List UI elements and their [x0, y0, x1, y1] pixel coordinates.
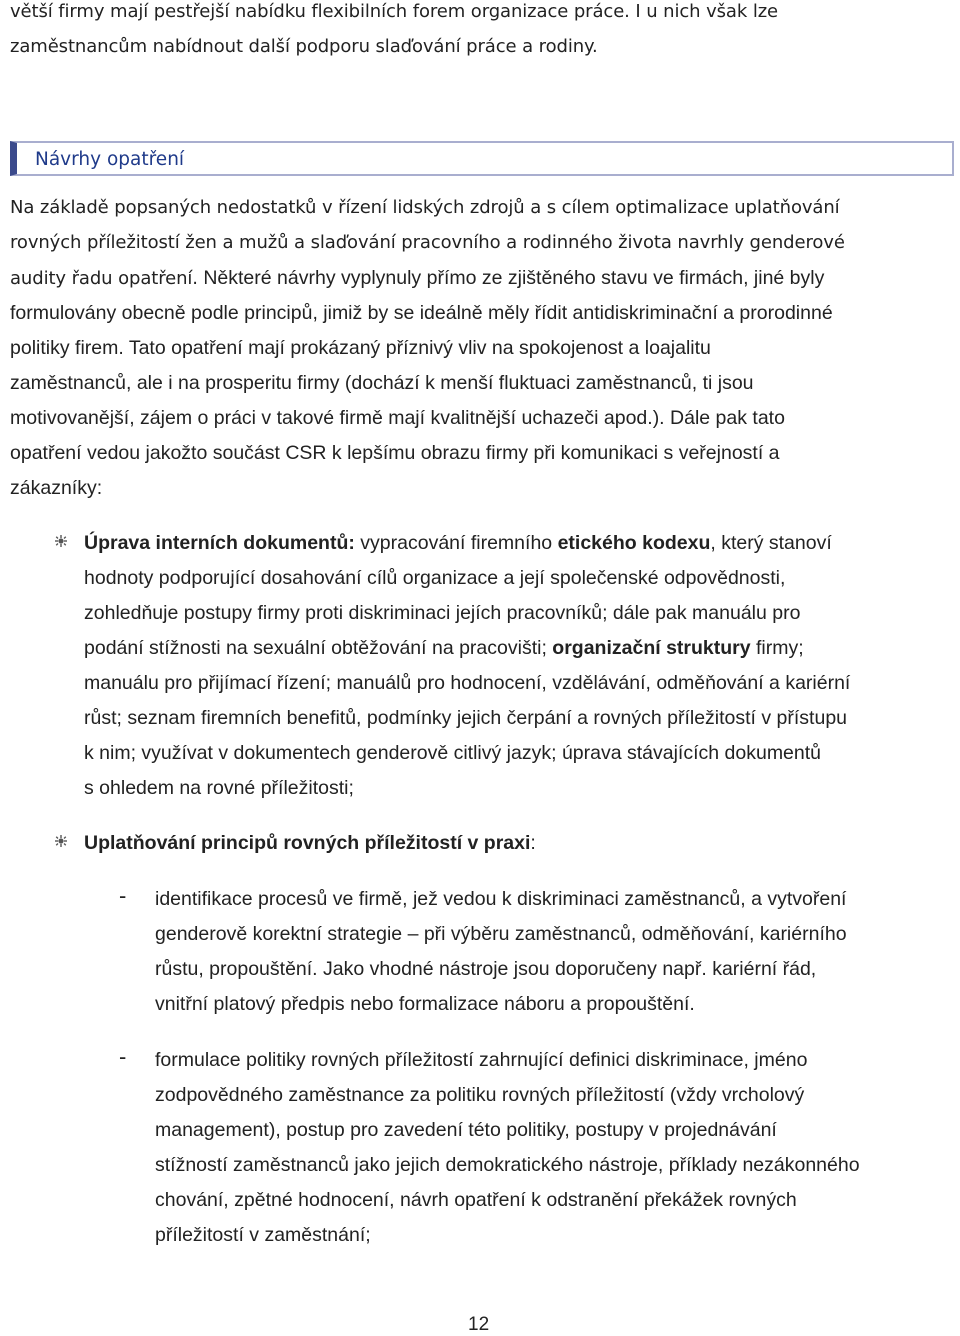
bullet1-title: Úprava interních dokumentů: — [84, 532, 355, 554]
dash2-line-5: chování, zpětné hodnocení, návrh opatření k odstranění překážek rovných — [155, 1189, 797, 1211]
sun-bullet-icon — [55, 835, 67, 847]
sun-bullet-icon — [55, 535, 67, 547]
dash-marker: - — [119, 883, 127, 908]
bullet1-line-1-b: , který stanoví — [710, 532, 832, 554]
para1-line-8: opatření vedou jakožto součást CSR k lepšímu obrazu firmy při komunikaci s veřejností a — [10, 442, 780, 464]
para1-line-7: motivovanější, zájem o práci v takové firmě mají kvalitnější uchazeči apod.). Dále pak tato — [10, 407, 785, 429]
para1-line-3-rest: Některé návrhy vyplynuly přímo ze zjištěného stavu ve firmách, jiné byly — [197, 267, 825, 289]
dash2-line-4: stížností zaměstnanců jako jejich demokratického nástroje, příklady nezákonného — [155, 1154, 860, 1176]
bullet1-line-4-b: firmy; — [750, 637, 804, 659]
bullet1-line-7: k nim; využívat v dokumentech genderově citlivý jazyk; úprava stávajících dokumentů — [84, 742, 822, 764]
dash1-line-3: růstu, propouštění. Jako vhodné nástroje jsou doporučeny např. kariérní řád, — [155, 958, 817, 980]
section-heading: Návrhy opatření — [35, 149, 185, 170]
bullet1-line-8: s ohledem na rovné příležitosti; — [84, 777, 354, 799]
dash2-line-6: příležitostí v zaměstnání; — [155, 1224, 371, 1246]
bullet1-line-6: růst; seznam firemních benefitů, podmínky jejich čerpání a rovných příležitostí v přístupu — [84, 707, 848, 729]
para1-line-3-start: audity řadu opatření. — [10, 268, 198, 289]
bullet2-title: Uplatňování principů rovných příležitostí v praxi — [84, 832, 531, 854]
bullet2-line-1 — [84, 831, 536, 855]
dash1-line-4: vnitřní platový předpis nebo formalizace náboru a propouštění. — [155, 993, 695, 1015]
bullet1-line-3: zohledňuje postupy firmy proti diskriminaci jejích pracovníků; dále pak manuálu pro — [84, 602, 801, 624]
dash1-line-1: identifikace procesů ve firmě, jež vedou k diskriminaci zaměstnanců, a vytvoření — [155, 888, 847, 910]
bullet1-line-4 — [84, 636, 804, 660]
dash2-line-1: formulace politiky rovných příležitostí zahrnující definici diskriminace, jméno — [155, 1049, 808, 1071]
para1-line-9: zákazníky: — [10, 477, 103, 499]
para1-line-1: Na základě popsaných nedostatků v řízení lidských zdrojů a s cílem optimalizace uplatňování — [10, 197, 840, 218]
para1-line-3 — [10, 266, 824, 291]
para1-line-5: politiky firem. Tato opatření mají prokázaný příznivý vliv na spokojenost a loajalitu — [10, 337, 711, 359]
bullet1-line-4-a: podání stížnosti na sexuální obtěžování na pracovišti; — [84, 637, 553, 659]
bullet1-line-5: manuálu pro přijímací řízení; manuálů pro hodnocení, vzdělávání, odměňování a kariérní — [84, 672, 851, 694]
para1-line-4: formulovány obecně podle principů, jimiž by se ideálně měly řídit antidiskriminační a prorodinné — [10, 302, 833, 324]
bullet1-line-1 — [84, 531, 832, 555]
bullet1-bold-term: etického kodexu — [557, 532, 711, 554]
bullet1-line-2: hodnoty podporující dosahování cílů organizace a její společenské odpovědnosti, — [84, 567, 786, 589]
bullet1-line-1-a: vypracování firemního — [354, 532, 558, 554]
dash2-line-3: management), postup pro zavedení této politiky, postupy v projednávání — [155, 1119, 777, 1141]
dash1-line-2: genderově korektní strategie – při výběru zaměstnanců, odměňování, kariérního — [155, 923, 847, 945]
dash-marker: - — [119, 1044, 127, 1069]
intro-line-1: větší firmy mají pestřejší nabídku flexibilních forem organizace práce. I u nich však lze — [10, 1, 779, 22]
para1-line-6: zaměstnanců, ale i na prosperitu firmy (dochází k menší fluktuaci zaměstnanců, ti jsou — [10, 372, 754, 394]
page-number: 12 — [468, 1314, 490, 1335]
intro-line-2: zaměstnancům nabídnout další podporu slaďování práce a rodiny. — [10, 36, 598, 57]
dash2-line-2: zodpovědného zaměstnance za politiku rovných příležitostí (vždy vrcholový — [155, 1084, 805, 1106]
section-heading-box — [10, 141, 954, 176]
para1-line-2: rovných příležitostí žen a mužů a slaďování pracovního a rodinného života navrhly genderové — [10, 232, 845, 253]
bullet1-bold-term-2: organizační struktury — [552, 637, 751, 659]
bullet2-colon: : — [530, 832, 536, 854]
